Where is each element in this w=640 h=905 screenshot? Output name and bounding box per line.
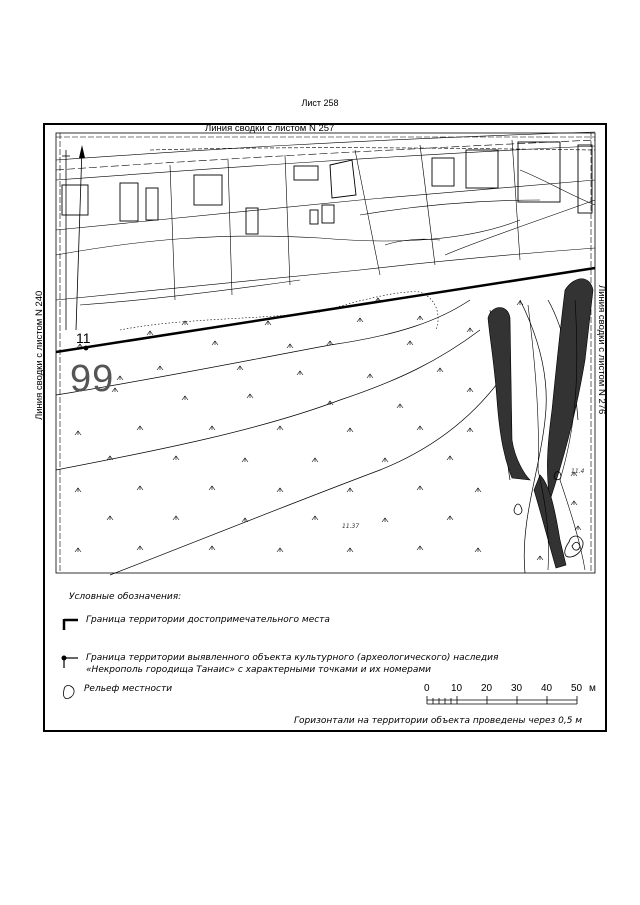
buildings [62,142,592,234]
sheet-title: Лист 258 [301,98,339,108]
north-arrow-icon [62,145,85,330]
spot-height-2: 11.4 [571,468,585,475]
sheet-number-label: 99 [70,358,115,400]
scale-label-40: 40 [541,683,553,694]
legend-site-boundary-icon [64,619,78,630]
legend-heading: Условные обозначения: [69,592,182,602]
scale-label-0: 0 [424,683,430,694]
legend-item-object-boundary-line1: Граница территории выявленного объекта культурного (археологического) наследия [86,653,499,663]
site-boundary-line [56,268,595,352]
join-label-left: Линия сводки с листом N 240 [34,290,45,420]
scale-label-50: 50 [571,683,583,694]
scale-label-10: 10 [451,683,463,694]
dotted-feature [120,292,438,330]
spot-height-1: 11.37 [342,523,360,530]
point-number-label: 11 [76,330,91,346]
scale-unit: м [589,683,596,694]
scale-bar [427,696,577,704]
legend-item-relief: Рельеф местности [84,684,173,694]
scale-label-30: 30 [511,683,523,694]
scale-label-20: 20 [481,683,493,694]
join-label-top: Линия сводки с листом N 257 [205,123,335,134]
legend-item-site-boundary: Граница территории достопримечательного места [86,615,330,625]
inner-frame [56,133,595,573]
ravine-shading [488,279,593,568]
legend-item-object-boundary-line2: «Некрополь городища Танаис» с характерными точками и их номерами [86,665,431,675]
legend-relief-icon [63,686,74,699]
contour-interval-note: Горизонтали на территории объекта проведены через 0,5 м [294,716,583,726]
join-label-right: Линия сводки с листом N 276 [596,285,607,415]
boundary-point-11 [84,346,89,351]
legend-object-boundary-icon [62,656,78,668]
